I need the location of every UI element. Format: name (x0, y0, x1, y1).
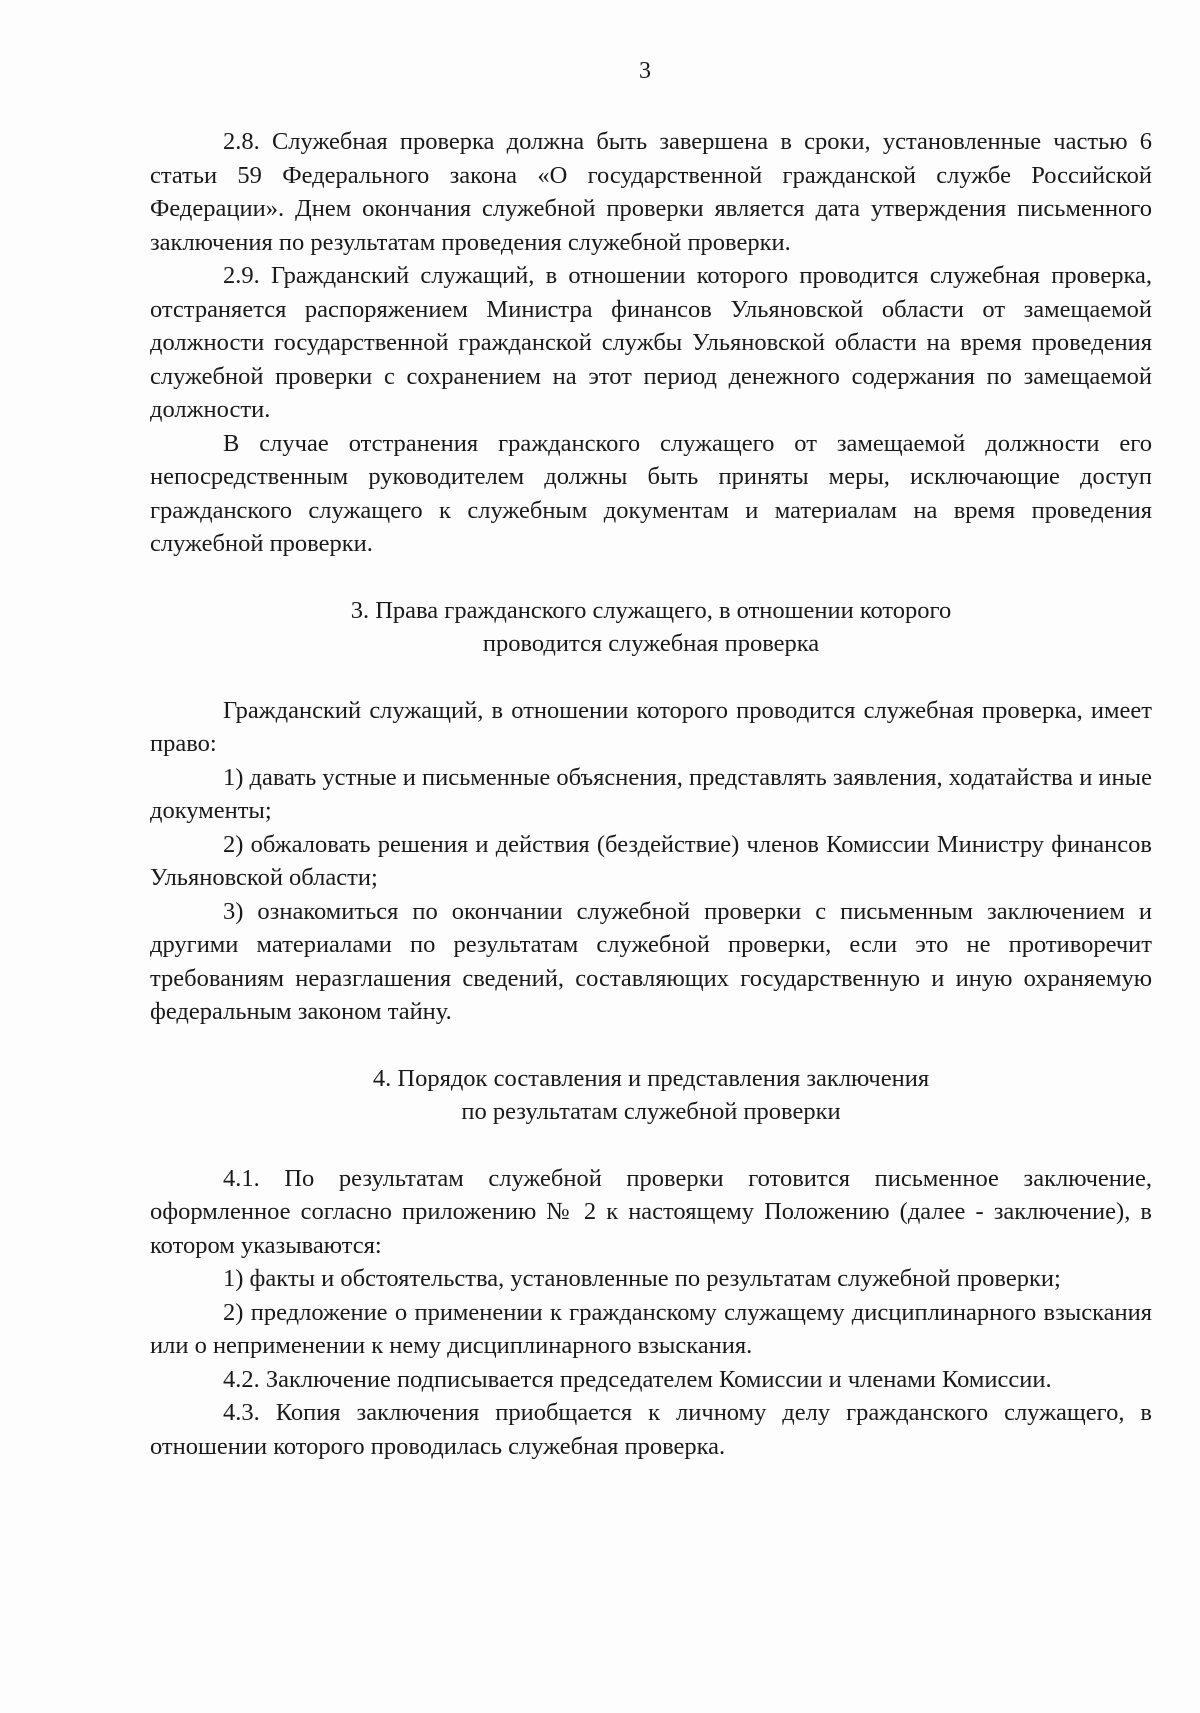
paragraph-4-2: 4.2. Заключение подписывается председателем Комиссии и членами Комиссии. (223, 1365, 1052, 1393)
list-item-conclusion-1: 1) факты и обстоятельства, установленные по результатам служебной проверки; (223, 1265, 1061, 1292)
spacer (150, 1129, 1152, 1162)
paragraph-2-9: 2.9. Гражданский служащий, в отношении которого проводится служебная проверка, отстраняется распоряжением Министра финансов Ульяновской области от замещаемой должности государственной гражданской службы Ульяновской области на время проведения служебной проверки с сохранением на этот период денежного содержания по замещаемой должности. (150, 262, 1152, 423)
paragraph-suspension: В случае отстранения гражданского служащего от замещаемой должности его непосредственным руководителем должны быть приняты меры, исключающие доступ гражданского служащего к служебным документам и материалам на время проведения служебной проверки. (150, 429, 1152, 557)
spacer (150, 561, 1152, 594)
heading-line: по результатам служебной проверки (461, 1098, 841, 1125)
heading-line: проводится служебная проверка (482, 630, 820, 657)
list-item-right-1: 1) давать устные и письменные объяснения, представлять заявления, ходатайства и иные документы; (150, 763, 1152, 824)
page-number: 3 (639, 58, 651, 84)
paragraph-4-1: 4.1. По результатам служебной проверки готовится письменное заключение, оформленное согласно приложению № 2 к настоящему Положению (далее - заключение), в котором указываются: (150, 1164, 1152, 1259)
section-heading-3 (150, 594, 1152, 661)
paragraph-2-8: 2.8. Служебная проверка должна быть завершена в сроки, установленные частью 6 статьи 59 Федерального закона «О государственной гражданской службе Российской Федерации». Днем окончания служебной проверки является дата утверждения письменного заключения по результатам проведения служебной проверки. (150, 128, 1152, 256)
section-heading-4 (150, 1062, 1152, 1129)
heading-line: 4. Порядок составления и представления заключения (372, 1064, 930, 1092)
spacer (150, 1029, 1152, 1062)
list-item-right-3: 3) ознакомиться по окончании служебной проверки с письменным заключением и другими материалами по результатам служебной проверки, если это не противоречит требованиям неразглашения сведений, составляющих государственную и иную охраняемую федеральным законом тайну. (150, 897, 1152, 1025)
list-item-right-2: 2) обжаловать решения и действия (бездействие) членов Комиссии Министру финансов Ульяновской области; (150, 830, 1152, 891)
heading-line: 3. Права гражданского служащего, в отношении которого (350, 596, 952, 624)
paragraph-rights-intro: Гражданский служащий, в отношении которого проводится служебная проверка, имеет право: (150, 696, 1152, 757)
paragraph-4-3: 4.3. Копия заключения приобщается к личному делу гражданского служащего, в отношении которого проводилась служебная проверка. (150, 1399, 1152, 1460)
list-item-conclusion-2: 2) предложение о применении к гражданскому служащему дисциплинарного взыскания или о неприменении к нему дисциплинарного взыскания. (150, 1298, 1152, 1359)
document-body (150, 125, 1152, 1463)
spacer (150, 661, 1152, 694)
